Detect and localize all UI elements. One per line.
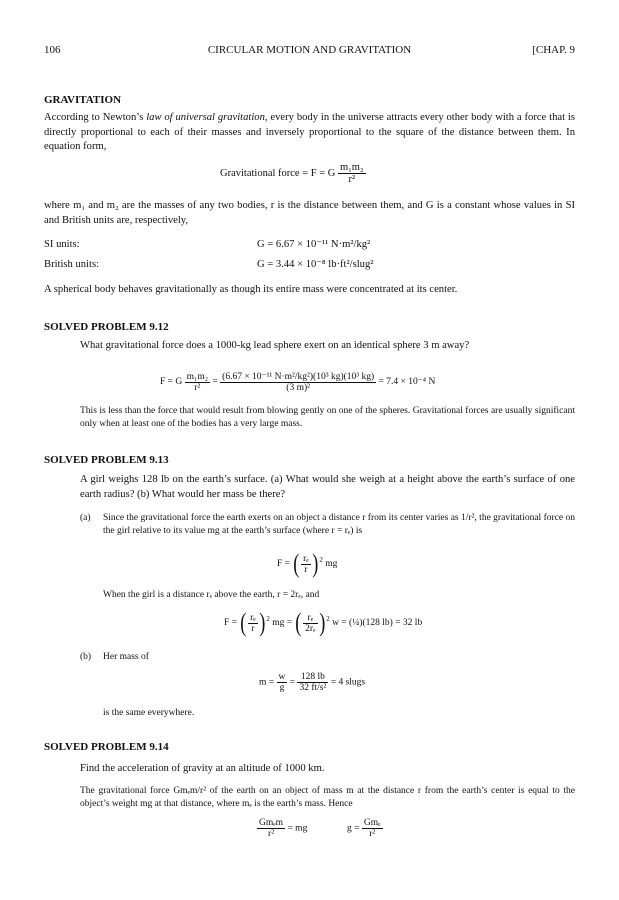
equation-mass: m = $\frac{w}{g}$ = $\frac{128 lb}{\text{32 ft/s²}}$ = 4 slugs — [259, 672, 366, 693]
part-a-label: (a) — [80, 513, 91, 523]
british-units-value: G = 3.44 × 10⁻⁸ lb·ft²/slug² — [257, 259, 374, 270]
solved-problem-9-14-heading: SOLVED PROBLEM 9.14 — [44, 741, 169, 753]
problem-9-12-note: This is less than the force that would result from blowing gently on one of the spheres. Gravitational forces are usually significant only when at least one of the bodies has a very large mass. — [80, 406, 575, 430]
part-b-label: (b) — [80, 652, 92, 662]
equation-f-ratio: F = ( $\frac{\text{rₑ}}{r}$ )$^2$ mg — [277, 549, 338, 578]
section-heading-gravitation: GRAVITATION — [44, 94, 122, 106]
si-units-value: G = 6.67 × 10⁻¹¹ N·m²/kg² — [257, 239, 371, 250]
gravitation-intro: According to Newton’s law of universal gravitation, every body in the universe attracts every other body with a force that is directly proportional to each of their masses and inversely proportional to the square of the distance between them. In equation form, — [44, 112, 575, 153]
solved-problem-9-13-heading: SOLVED PROBLEM 9.13 — [44, 454, 169, 466]
equation-gravity-balance: $\frac{\text{Gmₑm}}{\text{r²}}$ = mg — [259, 818, 308, 839]
gravitation-formula: Gravitational force = F = G $\frac{\text{m₁m₂}}{\text{r²}}$ — [220, 162, 364, 185]
problem-9-13-question: A girl weighs 128 lb on the earth’s surface. (a) What would she weigh at a height above the earth’s surface of one earth radius? (b) What would her mass be there? — [80, 474, 575, 500]
part-a-text: Since the gravitational force the earth exerts on an object a distance r from its center varies as 1/r², the gravitational force on the girl relative to its value mg at the earth’s surface (where r = rₑ) is — [103, 513, 575, 537]
british-units-label: British units: — [44, 259, 100, 270]
chapter-label: [CHAP. 9 — [532, 44, 575, 56]
problem-9-12-question: What gravitational force does a 1000-kg lead sphere exert on an identical sphere 3 m away? — [80, 340, 470, 351]
equation-f-at-2re: F = ( $\frac{\text{rₑ}}{r}$ )$^2$ mg = ( $\frac{\text{rₑ}}{\text{2rₑ}}$ )$^2$ w = (¼)(128 lb) = 32 lb — [224, 608, 423, 637]
problem-9-14-text: The gravitational force Gmₑm/r² of the earth on an object of mass m at the distance r from the earth’s center is equal to the object’s weight mg at that distance, where mₑ is the earth’s mass. Hence — [80, 786, 575, 810]
page-number: 106 — [44, 44, 61, 56]
same-everywhere-text: is the same everywhere. — [103, 708, 195, 718]
running-title: CIRCULAR MOTION AND GRAVITATION — [207, 44, 412, 56]
problem-9-12-equation: F = G $\frac{\text{m₁m₂}}{\text{r²}}$ = $\frac{\text{(6.67 × 10⁻¹¹ N·m²/kg²)(10³ kg)(10³ kg)}}{\text{(3 m)²}}$ = 7.4 × 10⁻⁴ N — [160, 371, 436, 393]
when-text: When the girl is a distance rₑ above the earth, r = 2rₑ, and — [103, 590, 320, 600]
gravitation-where: where m₁ and m₂ are the masses of any two bodies, r is the distance between them, and G is a constant whose values in SI and British units are, respectively, — [44, 200, 575, 226]
equation-g: g = $\frac{\text{Gmₑ}}{\text{r²}}$ — [347, 818, 381, 839]
part-b-text: Her mass of — [103, 652, 149, 662]
solved-problem-9-12-heading: SOLVED PROBLEM 9.12 — [44, 321, 169, 333]
spherical-body-statement: A spherical body behaves gravitationally as though its entire mass were concentrated at its center. — [44, 284, 458, 295]
si-units-label: SI units: — [44, 239, 80, 250]
problem-9-14-question: Find the acceleration of gravity at an altitude of 1000 km. — [80, 763, 325, 774]
